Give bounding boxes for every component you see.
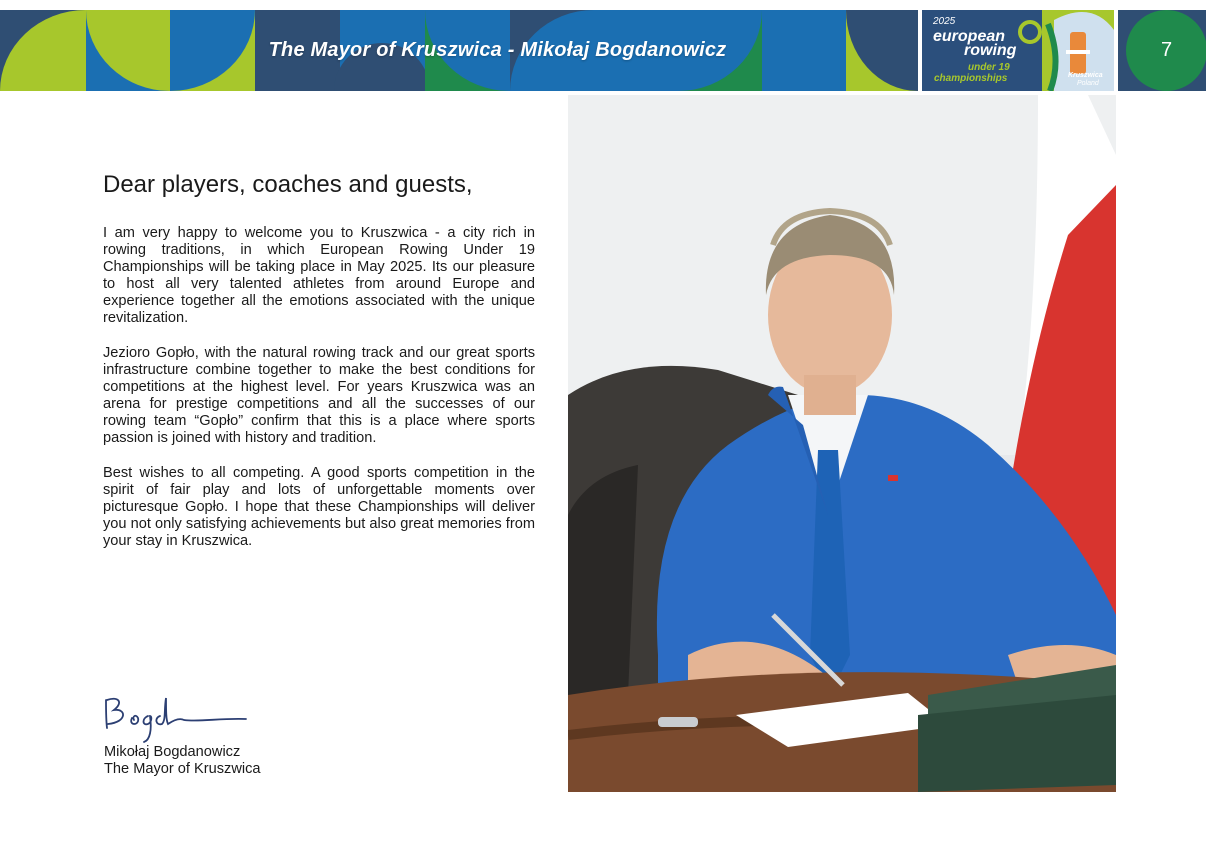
signer-role: The Mayor of Kruszwica <box>104 761 261 777</box>
logo-word-under19: under 19 <box>968 62 1010 73</box>
letter-paragraph-1: I am very happy to welcome you to Kruszwica - a city rich in rowing traditions, in which European Rowing Under 19 Championships will be taking place in May 2025. Its our pleasure to host all very talented athletes from around Europe and experience together all the emotions associated with the unique revitalization. <box>103 225 535 326</box>
page-number: 7 <box>1160 39 1173 61</box>
letter-paragraph-3: Best wishes to all competing. A good sports competition in the spirit of fair play and lots of unforgettable moments over picturesque Gopło. I hope that these Championships will deliver you not only satisfying achievements but also great memories from your stay in Kruszwica. <box>103 465 535 549</box>
letter-greeting: Dear players, coaches and guests, <box>103 171 473 198</box>
header-banner <box>0 10 918 91</box>
logo-word-rowing: rowing <box>964 42 1017 59</box>
page-title: The Mayor of Kruszwica - Mikołaj Bogdanowicz <box>268 39 727 61</box>
championship-logo <box>922 10 1114 91</box>
logo-word-championships: championships <box>934 73 1008 84</box>
logo-city: Kruszwica <box>1068 72 1103 79</box>
signer-name: Mikołaj Bogdanowicz <box>104 744 241 760</box>
mayor-portrait-photo <box>568 95 1116 792</box>
logo-word-european: european <box>933 28 1006 45</box>
logo-country: Poland <box>1077 80 1099 87</box>
letter-paragraph-2: Jezioro Gopło, with the natural rowing track and our great sports infrastructure combine together to make the best conditions for competitions at the highest level. For years Kruszwica was an arena for prestige competitions and all the successes of our rowing team “Gopło” confirm that this is a place where sports passion is joined with history and tradition. <box>103 345 535 446</box>
mayor-portrait-icon <box>568 95 1116 792</box>
handwritten-signature-icon <box>100 690 260 750</box>
page-number-badge <box>1118 10 1206 91</box>
welcome-letter <box>103 171 535 568</box>
logo-year: 2025 <box>933 16 956 27</box>
